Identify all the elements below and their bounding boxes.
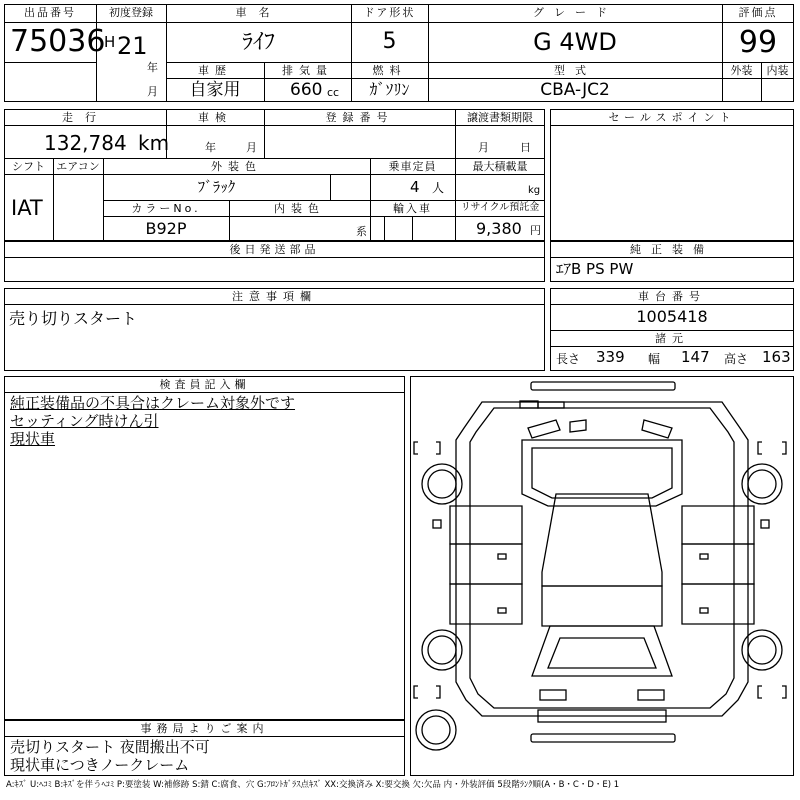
length: 339 bbox=[596, 348, 625, 366]
displacement: 660 bbox=[290, 80, 323, 100]
registration-year: 21 bbox=[117, 32, 148, 60]
transfer-month-unit: 月 bbox=[478, 141, 489, 154]
door-count: 5 bbox=[382, 29, 397, 54]
displacement-unit: cc bbox=[327, 86, 340, 99]
interior-color-label: 内装色 bbox=[274, 202, 325, 215]
max-load-unit: kg bbox=[528, 185, 541, 196]
capacity: 4 bbox=[410, 178, 420, 196]
transfer-day-unit: 日 bbox=[520, 141, 531, 154]
lot-number: 75036 bbox=[10, 24, 106, 59]
exterior-color: ﾌﾞﾗｯｸ bbox=[197, 178, 236, 196]
sales-points-section bbox=[550, 109, 794, 241]
recycle-fee: 9,380 bbox=[476, 219, 522, 238]
office-notice-1: 売切りスタート 夜間搬出不可 bbox=[10, 738, 210, 756]
model-code: CBA-JC2 bbox=[540, 80, 610, 100]
spec-label: 諸元 bbox=[655, 332, 689, 345]
door-type-label: ドア形状 bbox=[363, 6, 416, 19]
fuel-label: 燃料 bbox=[372, 64, 407, 77]
later-parts-label: 後日発送部品 bbox=[229, 243, 320, 256]
era-label: H bbox=[104, 33, 116, 51]
inspector-note-1: 純正装備品の不具合はクレーム対象外です bbox=[10, 394, 296, 412]
history-label: 車歴 bbox=[198, 64, 232, 77]
score-label: 評価点 bbox=[738, 6, 778, 19]
max-load-label: 最大積載量 bbox=[472, 160, 528, 173]
month-unit: 月 bbox=[147, 85, 158, 98]
length-label: 長さ bbox=[556, 352, 581, 366]
color-number: B92P bbox=[145, 219, 187, 238]
recycle-fee-label: リサイクル預託金 bbox=[460, 202, 540, 213]
inspection-month-unit: 月 bbox=[246, 141, 257, 154]
recycle-fee-unit: 円 bbox=[530, 224, 541, 237]
import-label: 輸入車 bbox=[393, 202, 432, 215]
office-notice-2: 現状車につきノークレーム bbox=[10, 756, 190, 774]
aircon-label: エアコン bbox=[56, 160, 100, 173]
car-diagram bbox=[410, 376, 794, 776]
height: 163 bbox=[762, 348, 791, 366]
history: 自家用 bbox=[189, 80, 241, 100]
office-notice-label: 事務局よりご案内 bbox=[140, 722, 269, 735]
capacity-unit: 人 bbox=[432, 181, 445, 195]
mileage-label: 走行 bbox=[62, 111, 108, 124]
inspector-label: 検査員記入欄 bbox=[159, 378, 250, 391]
capacity-label: 乗車定員 bbox=[388, 160, 437, 173]
vehicle-details-section bbox=[4, 109, 545, 241]
grade-label: グレード bbox=[533, 6, 617, 19]
transfer-deadline-label: 譲渡書類期限 bbox=[467, 111, 533, 124]
car-name-label: 車名 bbox=[235, 6, 282, 19]
width-label: 幅 bbox=[648, 352, 661, 366]
color-number-label: カラーNo. bbox=[131, 202, 201, 215]
inspection-label: 車検 bbox=[198, 111, 232, 124]
lot-number-label: 出品番号 bbox=[24, 6, 76, 19]
chassis-number: 1005418 bbox=[636, 307, 708, 326]
shift: IAT bbox=[11, 196, 43, 220]
inspector-note-3: 現状車 bbox=[10, 430, 56, 448]
damage-code-legend: A:ｷｽﾞ U:ﾍｺﾐ B:ｷｽﾞを伴うﾍｺﾐ P:要塗装 W:補修跡 S:錆 C:腐食、穴 G:ﾌﾛﾝﾄｶﾞﾗｽ点ｷｽﾞ XX:交換済み X:要交換 欠:欠品 内・外装評価 5段階ﾗﾝｸ順(A・B・C・D・E) 1 bbox=[6, 780, 620, 790]
height-label: 高さ bbox=[724, 352, 749, 366]
grade: G 4WD bbox=[533, 28, 617, 56]
model-code-label: 型式 bbox=[554, 64, 596, 77]
first-registration-label: 初度登録 bbox=[109, 6, 153, 19]
shift-label: シフト bbox=[12, 160, 45, 173]
car-name: ﾗｲﾌ bbox=[241, 30, 275, 55]
interior-color-unit: 系 bbox=[356, 225, 367, 238]
chassis-number-label: 車台番号 bbox=[638, 290, 706, 303]
mileage: 132,784 bbox=[44, 131, 127, 155]
displacement-label: 排気量 bbox=[282, 64, 333, 77]
inspection-year-unit: 年 bbox=[205, 141, 216, 154]
width: 147 bbox=[681, 348, 710, 366]
year-unit: 年 bbox=[147, 61, 158, 74]
exterior-label: 外装 bbox=[730, 64, 753, 77]
genuine-equipment-label: 純正装備 bbox=[630, 243, 714, 256]
sales-points-label: セールスポイント bbox=[608, 111, 736, 124]
caution-label: 注意事項欄 bbox=[232, 290, 317, 303]
exterior-color-label: 外装色 bbox=[211, 160, 262, 173]
inspector-note-2: セッティング時けん引 bbox=[10, 412, 159, 430]
registration-number-label: 登録番号 bbox=[325, 111, 394, 124]
score: 99 bbox=[738, 25, 778, 60]
mileage-unit: km bbox=[138, 131, 170, 155]
fuel: ｶﾞｿﾘﾝ bbox=[369, 80, 410, 99]
interior-label: 内装 bbox=[766, 64, 789, 77]
caution-text: 売り切りスタート bbox=[9, 309, 138, 328]
genuine-equipment: ｴｱB PS PW bbox=[556, 260, 634, 278]
